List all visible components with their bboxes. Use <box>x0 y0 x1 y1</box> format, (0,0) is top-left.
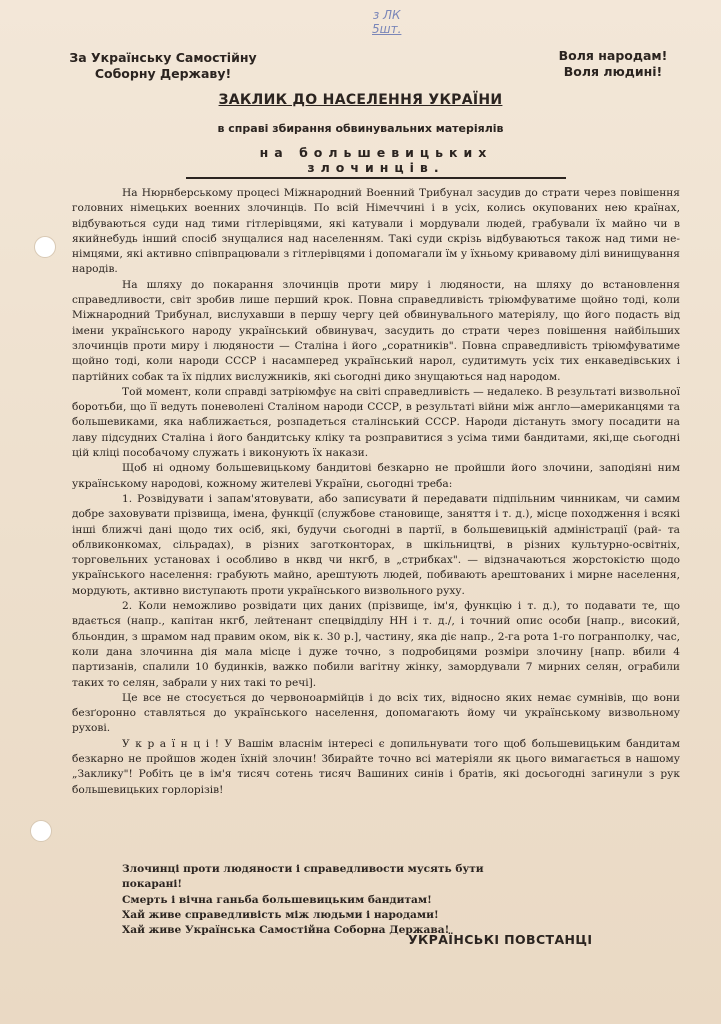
paragraph: На Нюрнберському процесі Міжнародний Военний Трибунал засудив до страти через повішення головних німецьких военних злочинців. По всій Німеччині і в усіх, колись окупованих нею країнах, відбуваються суди над тими гітлерівцями, які катували і мордували людей, грабували їх майно чи в якийнебудь інший спосіб знущалися над населенням. Такі суди скрізь відбуваються також над тими не-німцями, які активно співпрацювали з гітлерівцями і допомагали їм у їхньому кривавому ділі винищування народів. <box>72 187 680 276</box>
punch-hole-bottom <box>30 820 52 842</box>
archive-stamp <box>372 8 401 36</box>
slogan-left-line-1: За Українську Самостійну <box>69 50 257 65</box>
paragraph: Щоб ні одному большевицькому бандитові безкарно не пройшли його злочини, заподіяні ним українському народові, кожному жителеві України, сьогодні треба: <box>72 462 680 490</box>
document-title-text: ЗАКЛИК ДО НАСЕЛЕННЯ УКРАЇНИ <box>218 92 503 108</box>
closing-line: Хай живе Українська Самостійна Соборна Держава! <box>122 924 450 937</box>
document-title <box>0 92 721 108</box>
signature: УКРАЇНСЬКІ ПОВСТАНЦІ <box>408 932 593 947</box>
closing-line: Хай живе справедливість між людьми і народами! <box>122 908 439 921</box>
closing-line: Злочинці проти людяности і справедливости мусять бути покарані! <box>122 863 484 891</box>
paragraph: 1. Розвідувати і запам'ятовувати, або записувати й передавати підпільним чинникам, чи самим добре заховувати прізвища, імена, функції (службове становище, заняття і т. д.), місце походження і всякі інші ближчі дані щодо тих осіб, які, будучи сьогодні в партії, в большевицькій адміністрації (рай- та облвиконкомах, сільрадах), в різних заготконторах, в шкільництві, в різних культурно-освітніх, торговельних установах і особливо в нквд чи нкгб, в „стрибках". — відзначаються жорстокістю щодо українського населення: грабують майно, арештують людей, побивають арештованих і мирне населення, мордують, активно виступають проти українського визвольного руху. <box>72 492 680 597</box>
paragraph: На шляху до покарання злочинців проти миру і людяности, на шляху до встановлення справедливости, світ зробив лише перший крок. Повна справедливість тріюмфуватиме щойно тоді, коли Міжнародний Трибунал, вислухавши в першу чергу цей обвинувального матеріялу, що його подасть від імени українського народу український обвинувач, засудить до страти через повішення найбільших злочинців проти миру і людяности — Сталіна і його „соратників". Повна справедливість тріюмфуватиме щойно тоді, коли народи СССР і насамперед український нарол, судитимуть усіх тих енкаведівських і партійних собак та їх підлих вислужників, які сьогодні дико знущаються над народом. <box>72 278 680 383</box>
document-subtitle-2: на большевицьких злочинців. <box>186 145 566 179</box>
paragraph: 2. Коли неможливо розвідати цих даних (прізвище, ім'я, функцію і т. д.), то подавати те, що вдається (напр., капітан нкгб, лейтенант спецвідділу НН і т. д./, і точний опис особи [напр., високий, бльондин, з шрамом над правим оком, вік к. 30 р.], частину, яка діє напр., 2-га рота 1-го погранполку, час, коли дана злочинна дія мала місце і дуже точно, з подробицями розміри злочину [напр. вбили 4 партизанів, спалили 10 будинків, важко побили вагітну жінку, замордували 7 мирних селян, ограбили таких то селян, забрали у них такі то речі]. <box>72 600 680 689</box>
slogan-left-line-2: Соборну Державу! <box>94 66 232 81</box>
paragraph: Це все не стосується до червоноармійців і до всіх тих, відносно яких немає сумнівів, що вони безґоронно ставляться до українського населення, допомагають йому чи українському визвольному рухові. <box>72 691 680 735</box>
slogan-right-line-1: Воля народам! <box>558 48 668 63</box>
closing-line: Смерть і вічна ганьба большевицьким бандитам! <box>122 893 432 906</box>
slogan-right-line-2: Воля людині! <box>563 64 663 79</box>
document-body <box>72 186 680 798</box>
slogan-right <box>548 48 678 80</box>
document-subtitle: в справі збирання обвинувальних матеріялів <box>217 122 504 135</box>
stamp-line-1: з ЛК <box>372 8 401 22</box>
stamp-line-2: 5шт. <box>372 22 402 36</box>
paragraph: Той момент, коли справді затріюмфує на світі справедливість — недалеко. В результаті визвольної боротьби, що її ведуть поневолені Сталіном народи СССР, в результаті війни між англо—американцями та большевиками, яка наближається, розпадеться сталінський СССР. Народи дістануть змогу посадити на лаву підсудних Сталіна і його бандитську кліку та розправитися з усіма тими бандитами, які,ще сьогодні цій кліці пособачому служать і виконують їх накази. <box>72 385 680 460</box>
punch-hole-top <box>34 236 56 258</box>
slogan-left <box>68 50 258 82</box>
closing-slogans <box>122 862 542 938</box>
paragraph: У к р а ї н ц і ! У Вашім власнім інтересі є допильнувати того щоб большевицьким бандитам безкарно не пройшов жоден їхній злочин! Збирайте точно всі матеріяли як цього вимагається в нашому „Заклику"! Робіть це в ім'я тисяч сотень тисяч Вашиних синів і братів, які досьогодні загинули з рук большевицьких горлорізів! <box>72 737 680 796</box>
